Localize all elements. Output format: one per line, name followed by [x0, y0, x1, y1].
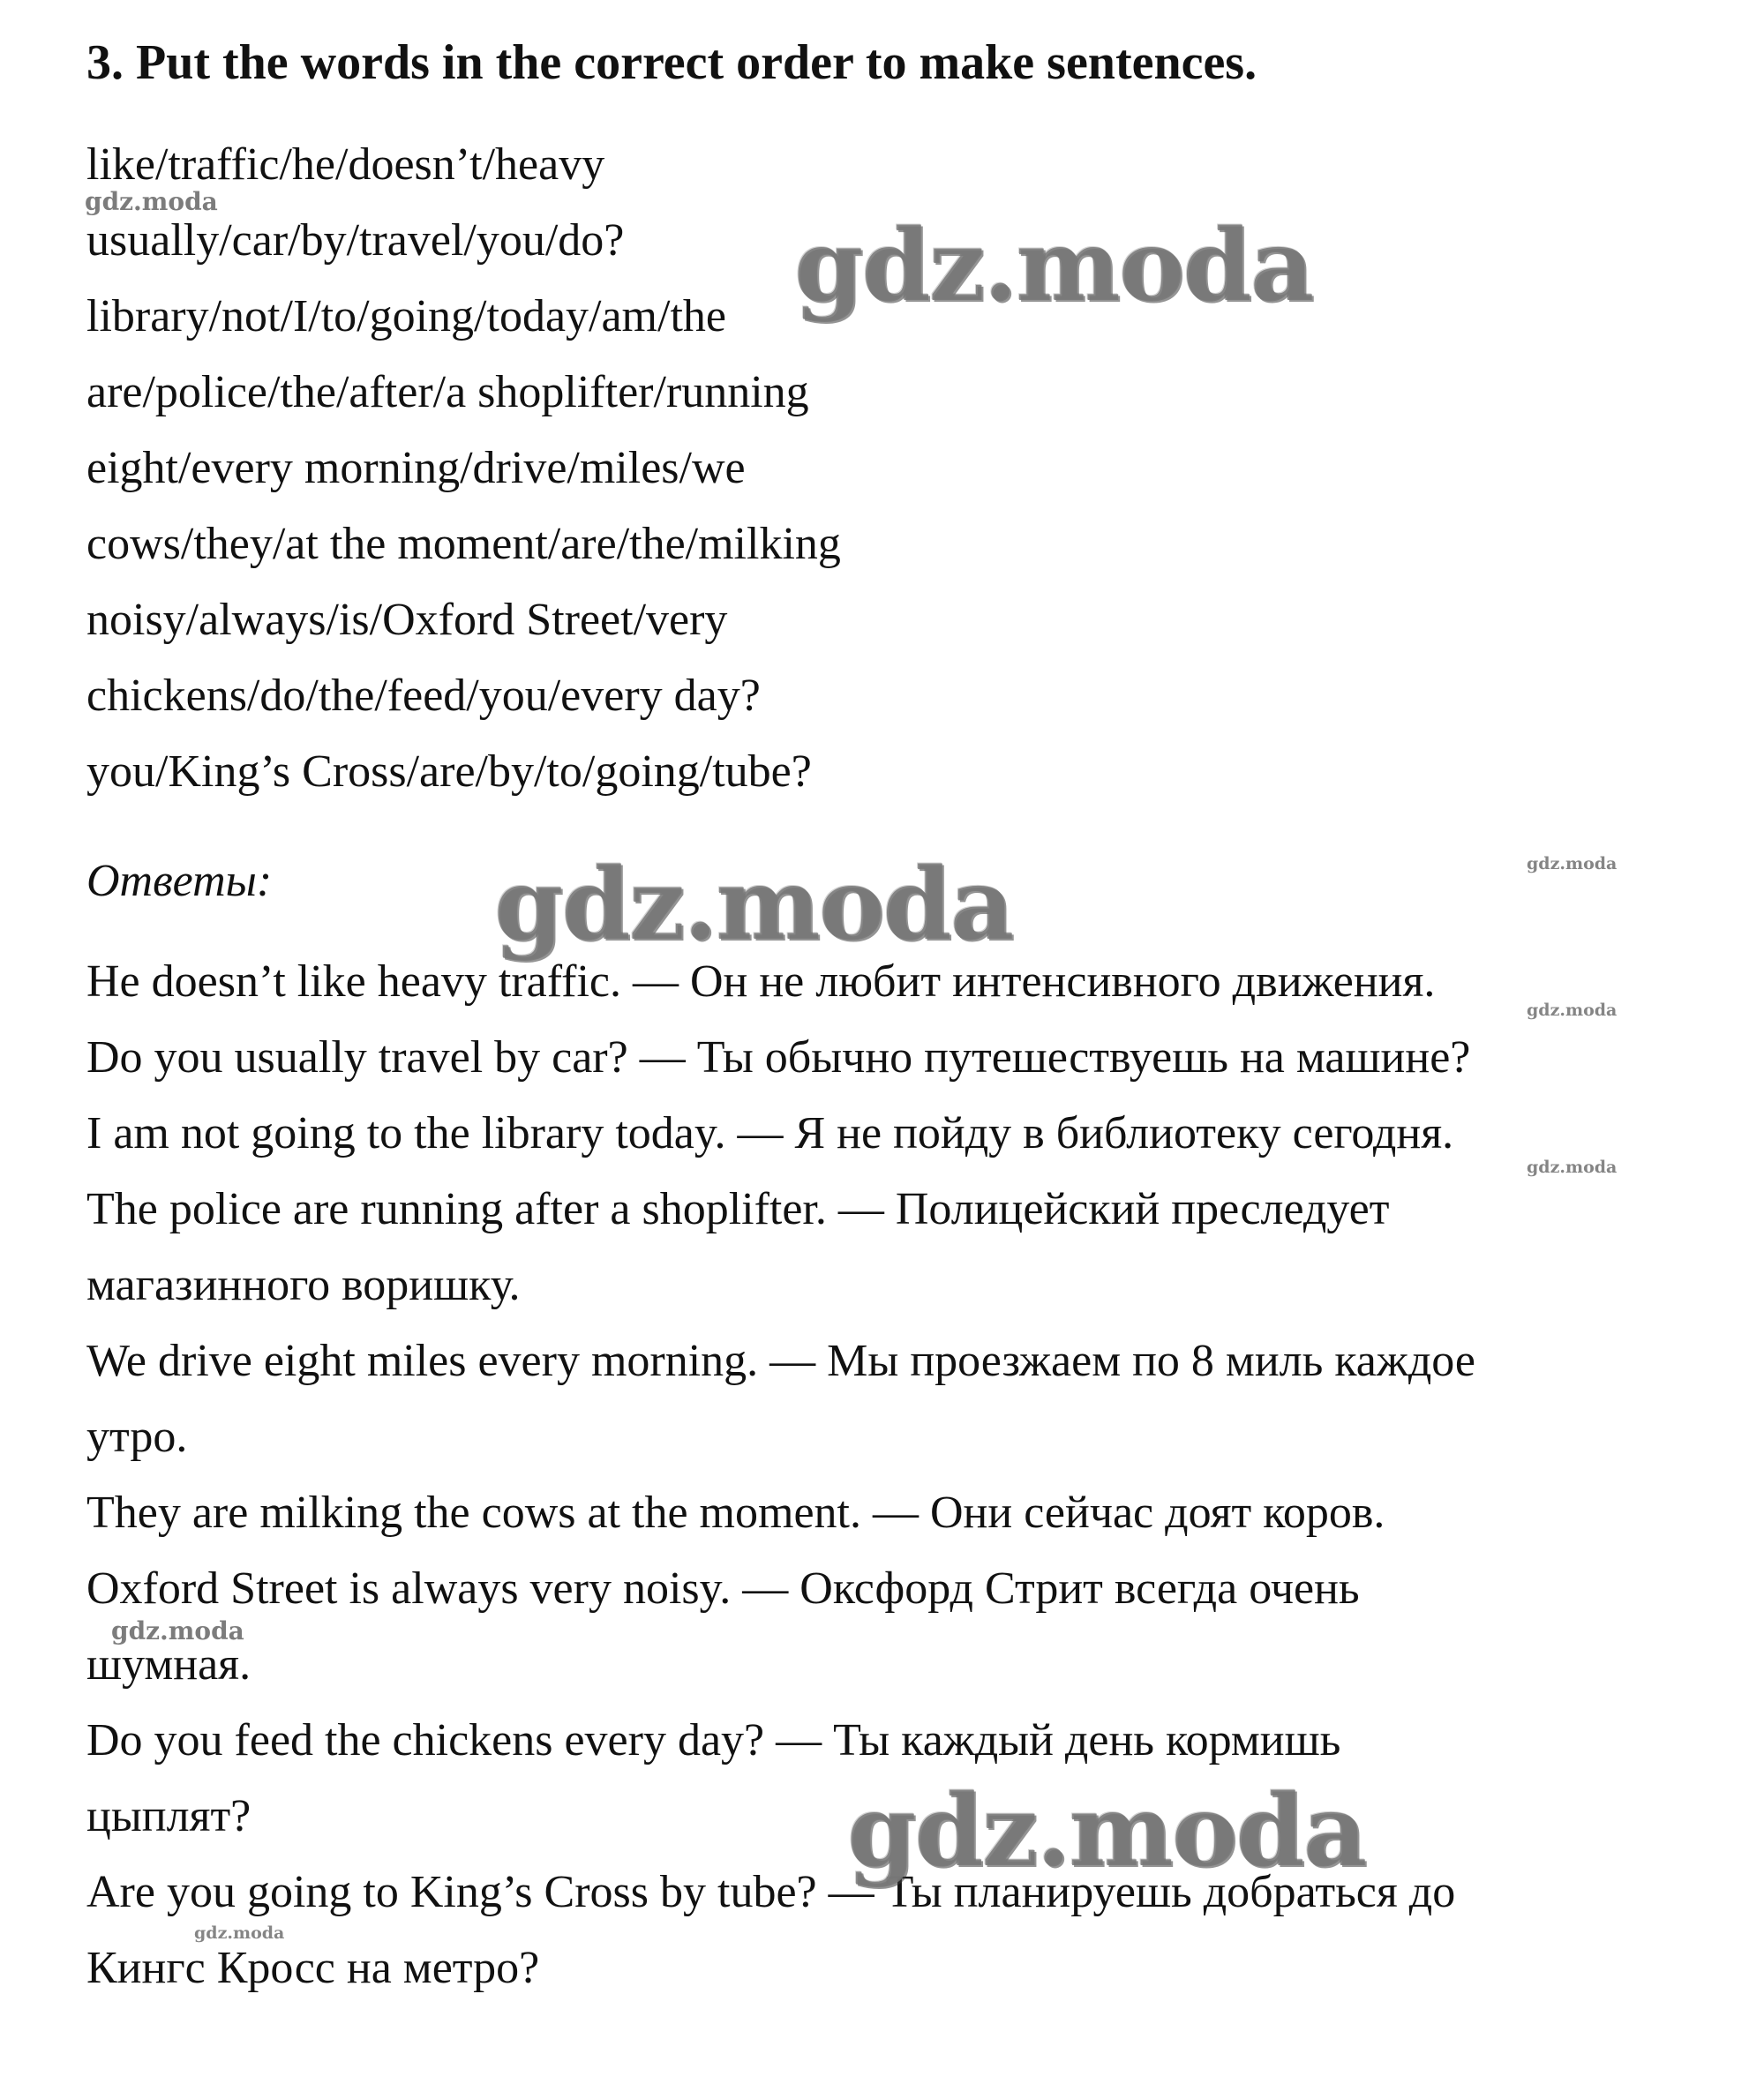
answer-line: They are milking the cows at the moment. — Они сейчас доят коров. [86, 1488, 1385, 1538]
watermark: gdz.moda [111, 1616, 244, 1645]
answer-line: Oxford Street is always very noisy. — Оксфорд Стрит всегда очень [86, 1563, 1360, 1614]
answer-line: шумная. [86, 1639, 251, 1690]
answer-line: магазинного воришку. [86, 1260, 521, 1310]
prompt-line: like/traffic/he/doesn’t/heavy [86, 139, 605, 190]
watermark: gdz.moda [1527, 1001, 1618, 1020]
exercise-heading: 3. Put the words in the correct order to make sentences. [86, 35, 1257, 90]
watermark: gdz.moda [85, 187, 218, 216]
prompt-line: eight/every morning/drive/miles/we [86, 443, 746, 493]
answer-line: утро. [86, 1412, 188, 1462]
watermark: gdz.moda [847, 1773, 1366, 1889]
answer-line: Do you usually travel by car? — Ты обычно путешествуешь на машине? [86, 1032, 1471, 1083]
watermark: gdz.moda [1527, 1158, 1618, 1177]
prompt-line: chickens/do/the/feed/you/every day? [86, 671, 761, 721]
answer-line: He doesn’t like heavy traffic. — Он не любит интенсивного движения. [86, 956, 1436, 1007]
answer-line: Do you feed the chickens every day? — Ты каждый день кормишь [86, 1715, 1341, 1765]
watermark: gdz.moda [1527, 854, 1618, 873]
answer-line: цыплят? [86, 1791, 251, 1841]
prompt-line: library/not/I/to/going/today/am/the [86, 291, 726, 341]
prompt-line: usually/car/by/travel/you/do? [86, 215, 625, 266]
prompt-line: cows/they/at the moment/are/the/milking [86, 519, 841, 569]
answer-line: I am not going to the library today. — Я не пойду в библиотеку сегодня. [86, 1108, 1454, 1158]
watermark: gdz.moda [794, 208, 1313, 324]
answer-line: We drive eight miles every morning. — Мы проезжаем по 8 миль каждое [86, 1336, 1475, 1386]
answers-label: Ответы: [86, 856, 273, 906]
prompt-line: you/King’s Cross/are/by/to/going/tube? [86, 746, 812, 797]
answer-line: Кингс Кросс на метро? [86, 1943, 540, 1993]
answer-line: Are you going to King’s Cross by tube? — Ты планируешь добраться до [86, 1867, 1456, 1917]
prompt-line: are/police/the/after/a shoplifter/running [86, 367, 809, 417]
watermark: gdz.moda [494, 847, 1013, 963]
watermark: gdz.moda [194, 1923, 285, 1943]
prompt-line: noisy/always/is/Oxford Street/very [86, 595, 728, 645]
answer-line: The police are running after a shoplifter. — Полицейский преследует [86, 1184, 1390, 1234]
